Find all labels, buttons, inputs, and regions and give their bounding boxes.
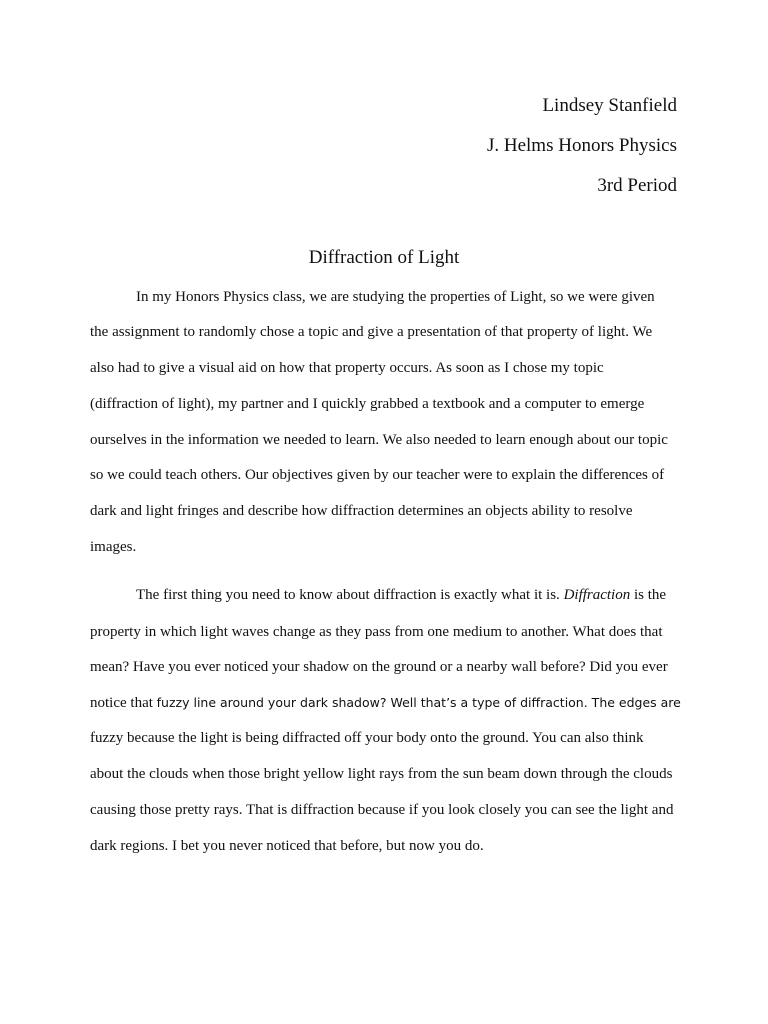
author-name: Lindsey Stanfield bbox=[542, 95, 677, 116]
paragraph-1-line-1: In my Honors Physics class, we are studying the properties of Light, so we were given bbox=[136, 289, 655, 305]
paragraph-1-line-4: (diffraction of light), my partner and I quickly grabbed a textbook and a computer to emerge bbox=[90, 396, 645, 412]
paragraph-1-line-7: dark and light fringes and describe how diffraction determines an objects ability to resolve bbox=[90, 503, 633, 519]
course-name: J. Helms Honors Physics bbox=[486, 135, 677, 156]
paragraph-1-line-6: so we could teach others. Our objectives given by our teacher were to explain the differences of bbox=[90, 467, 665, 483]
paragraph-1-line-2: the assignment to randomly chose a topic and give a presentation of that property of light. We bbox=[90, 324, 653, 340]
paragraph-2-line-6: about the clouds when those bright yellow light rays from the sun beam down through the clouds bbox=[90, 766, 673, 782]
paragraph-1-line-5: ourselves in the information we needed to learn. We also needed to learn enough about our topic bbox=[90, 432, 668, 448]
paragraph-2-line-4-serif: notice that bbox=[90, 695, 157, 711]
paragraph-1-line-3: also had to give a visual aid on how that property occurs. As soon as I chose my topic bbox=[90, 360, 604, 376]
paragraph-2-line-5: fuzzy because the light is being diffracted off your body onto the ground. You can also think bbox=[90, 730, 644, 746]
paragraph-2-line-1-end: is the bbox=[630, 587, 667, 603]
paragraph-2-line-4 bbox=[90, 694, 690, 712]
paragraph-2-line-3: mean? Have you ever noticed your shadow on the ground or a nearby wall before? Did you ever bbox=[90, 659, 668, 675]
paragraph-1-line-8: images. bbox=[90, 539, 137, 555]
paragraph-2-line-1-start: The first thing you need to know about diffraction is exactly what it is. bbox=[136, 587, 564, 603]
document-title: Diffraction of Light bbox=[308, 247, 460, 268]
paragraph-2-line-4-sans: fuzzy line around your dark shadow? Well that’s a type of diffraction. The edges are bbox=[156, 695, 681, 710]
paragraph-2-line-8: dark regions. I bet you never noticed that before, but now you do. bbox=[90, 838, 484, 854]
diffraction-term: Diffraction bbox=[563, 587, 631, 603]
class-period: 3rd Period bbox=[597, 175, 677, 196]
paragraph-2-line-2: property in which light waves change as they pass from one medium to another. What does that bbox=[90, 624, 663, 640]
paragraph-2-line-1 bbox=[136, 586, 736, 604]
paragraph-2-line-7: causing those pretty rays. That is diffraction because if you look closely you can see the light and bbox=[90, 802, 674, 818]
